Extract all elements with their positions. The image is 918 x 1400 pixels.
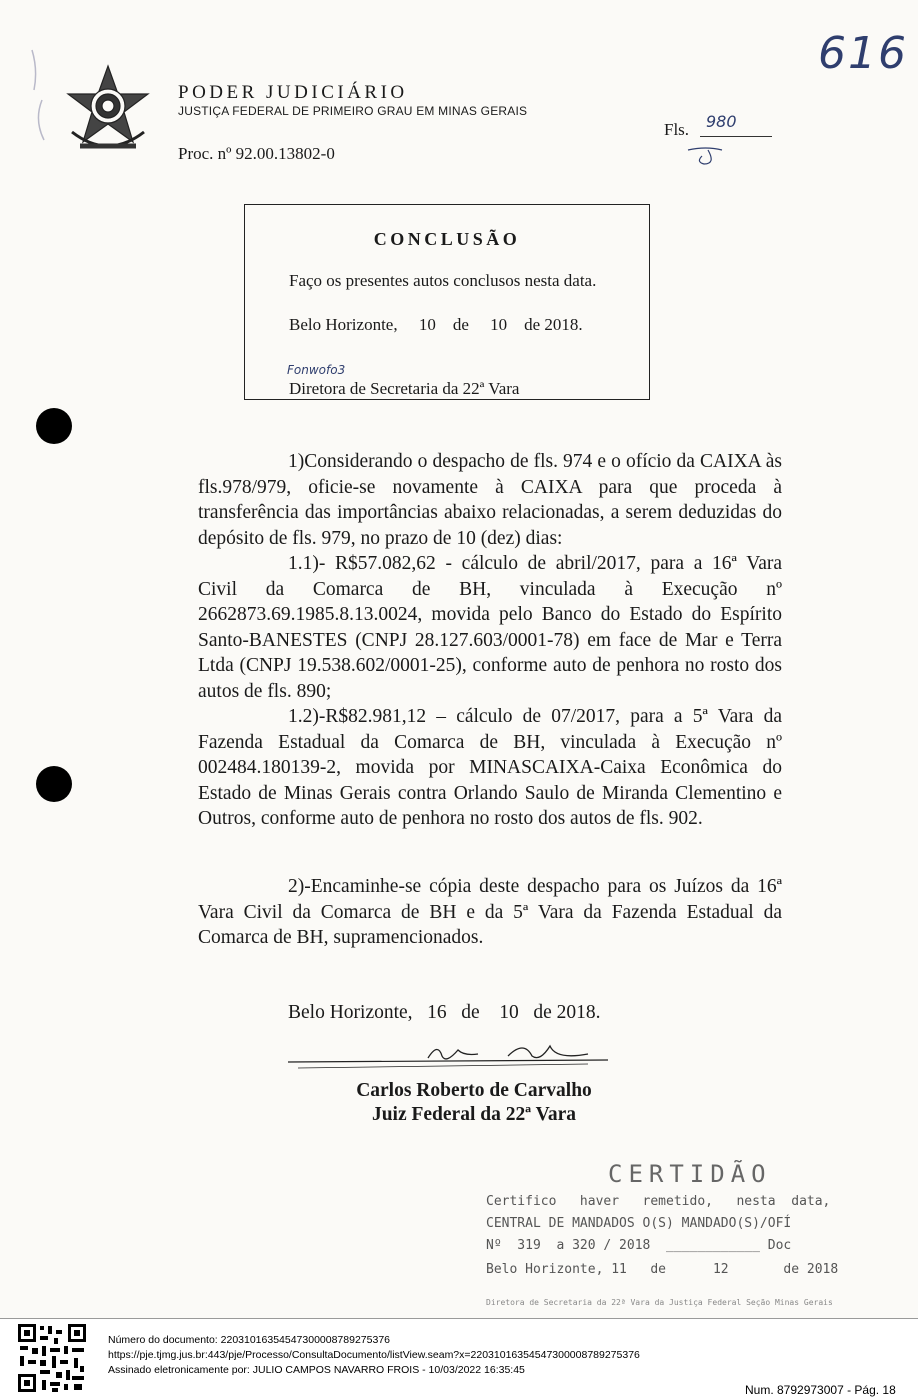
- qr-code-icon: [16, 1322, 88, 1394]
- conclusion-text: Faço os presentes autos conclusos nesta data.: [289, 271, 597, 290]
- judge-role: Juiz Federal da 22ª Vara: [371, 1104, 577, 1125]
- punch-hole-top: [36, 408, 72, 444]
- conclusion-signatory: Diretora de Secretaria da 22ª Vara: [289, 379, 520, 398]
- certidao-line-3: Nº 319 a 320 / 2018 ____________ Doc: [486, 1238, 792, 1253]
- judge-name: Carlos Roberto de Carvalho: [356, 1080, 592, 1101]
- certidao-stamp: [486, 1158, 886, 1318]
- process-number: Proc. nº 92.00.13802-0: [178, 144, 335, 163]
- paragraph-1: 1)Considerando o despacho de fls. 974 e o ofício da CAIXA às fls.978/979, oficie-se novamente à CAIXA para que proceda à transferência das importâncias abaixo relacionadas, a serem deduzidas do depósito de fls. 979, no prazo de 10 (dez) dias:: [198, 451, 782, 549]
- stamp-initials: Fonwofo3: [287, 363, 346, 377]
- conclusion-title: CONCLUSÃO: [373, 229, 521, 249]
- handwritten-fls-number: 980: [706, 112, 737, 131]
- conclusion-box: [244, 204, 650, 400]
- certidao-line-5: Diretora de Secretaria da 22ª Vara da Justiça Federal Seção Minas Gerais: [486, 1298, 833, 1307]
- punch-hole-bottom: [36, 766, 72, 802]
- fls-label: Fls.: [664, 120, 690, 139]
- handwritten-mark-icon: [686, 146, 726, 168]
- certidao-line-4: Belo Horizonte, 11 de 12 de 2018: [486, 1262, 839, 1277]
- court-name: PODER JUDICIÁRIO: [178, 82, 408, 103]
- item-1-1: 1.1)- R$57.082,62 - cálculo de abril/2017, para a 16ª Vara Civil da Comarca de BH, vinculada à Execução nº 2662873.69.1985.8.13.0024, movida pelo Banco do Estado do Espírito Santo-BANESTES (CNPJ 28.127.603/0001-78) em face de Mar e Terra Ltda (CNPJ 19.538.602/0001-25), conforme auto de penhora no rosto dos autos de fls. 890;: [198, 553, 782, 702]
- item-1-2: 1.2)-R$82.981,12 – cálculo de 07/2017, para a 5ª Vara da Fazenda Estadual da Comarca de BH, vinculada à Execução nº 002484.180139-2, movida por MINASCAIXA-Caixa Econômica do Estado de Minas Gerais contra Orlando Saulo de Miranda Clementino e Outros, conforme auto de penhora no rosto dos autos de fls. 902.: [198, 706, 782, 829]
- footer-page-info: Num. 8792973007 - Pág. 18: [745, 1383, 896, 1397]
- certidao-title: CERTIDÃO: [608, 1160, 772, 1188]
- footer-signed-by: Assinado eletronicamente por: JULIO CAMPOS NAVARRO FROIS - 10/03/2022 16:35:45: [108, 1364, 525, 1376]
- conclusion-date: Belo Horizonte, 10 de 10 de 2018.: [289, 315, 583, 334]
- faint-stamp-icon: [24, 40, 58, 150]
- certidao-line-2: CENTRAL DE MANDADOS O(S) MANDADO(S)/OFÍ: [486, 1216, 792, 1231]
- court-subtitle: JUSTIÇA FEDERAL DE PRIMEIRO GRAU EM MINAS GERAIS: [178, 104, 528, 118]
- handwritten-page-number: 616: [818, 28, 908, 79]
- coat-of-arms-icon: [62, 62, 154, 160]
- fls-underline: [700, 136, 772, 137]
- decision-date: Belo Horizonte, 16 de 10 de 2018.: [288, 1002, 601, 1023]
- footer-doc-number: Número do documento: 22031016354547300008789275376: [108, 1334, 390, 1346]
- paragraph-2: 2)-Encaminhe-se cópia deste despacho para os Juízos da 16ª Vara Civil da Comarca de BH e da 5ª Vara da Fazenda Estadual da Comarca de BH, supramencionados.: [198, 876, 782, 948]
- handwritten-signature: [288, 1040, 618, 1080]
- certidao-line-1: Certifico haver remetido, nesta data,: [486, 1194, 831, 1209]
- footer-url[interactable]: https://pje.tjmg.jus.br:443/pje/Processo/ConsultaDocumento/listView.seam?x=22031016354547300008789275376: [108, 1349, 640, 1361]
- decision-body: [198, 449, 782, 832]
